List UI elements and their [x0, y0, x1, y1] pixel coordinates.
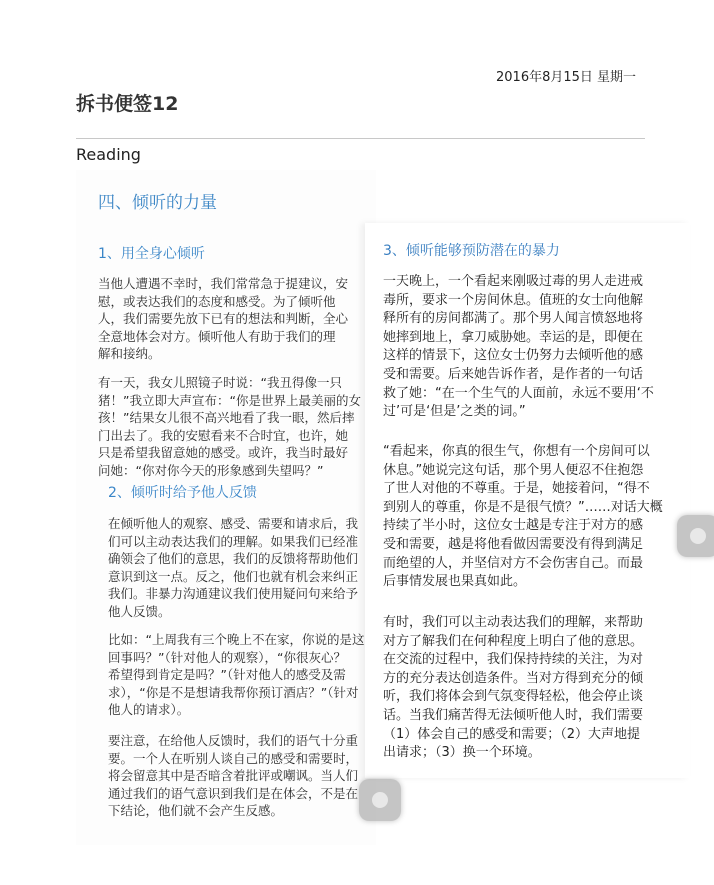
note-tag[interactable]: Reading	[76, 145, 141, 164]
note-date: 2016年8月15日 星期一	[496, 70, 637, 85]
left-paragraph-5: 要注意，在给他人反馈时，我们的语气十分重 要。一个人在听别人谈自己的感受和需要时， 将会留意其中是否暗含着批评或嘲讽。当人们 通过我们的语气意识到我们是在体会，不是在 下结论，他们就不会产生反感。	[108, 733, 359, 819]
title-divider	[76, 138, 645, 139]
heading-prevent-violence: 3、倾听能够预防潜在的暴力	[383, 243, 560, 259]
right-paragraph-2: “看起来，你真的很生气，你想有一个房间可以 休息。”她说完这句话，那个男人便忍不住抱怨 了世人对他的不尊重。于是，她接着问，“得不 到别人的尊重，你是不是很气愤？”……对话大概 持续了半小时，这位女士越是专注于对方的感 受和需要，越是将他看做因需要没有得到满足 而绝望的人，并坚信对方不会伤害自己。而最 后事情发展也果真如此。	[383, 444, 663, 590]
right-paragraph-1: 一天晚上，一个看起来刚吸过毒的男人走进戒 毒所，要求一个房间休息。值班的女士向他解 释所有的房间都满了。那个男人闻言愤怒地将 她摔到地上，拿刀威胁她。幸运的是，即便在 这样的情景下，这位女士仍努力去倾听他的感 受和需要。后来她告诉作者，是作者的一句话 救了她：“在一个生气的人面前，永远不要用‘不 过’可是‘但是’之类的词。”	[383, 274, 654, 420]
left-paragraph-1: 当他人遭遇不幸时，我们常常急于提建议，安 慰，或表达我们的态度和感受。为了倾听他 人，我们需要先放下已有的想法和判断，全心 全意地体会对方。倾听他人有助于我们的理 解和接纳。	[98, 276, 349, 362]
section-title: 四、倾听的力量	[98, 193, 217, 213]
heading-give-feedback: 2、倾听时给予他人反馈	[108, 485, 257, 501]
left-paragraph-3: 在倾听他人的观察、感受、需要和请求后，我 们可以主动表达我们的理解。如果我们已经准 确领会了他们的意思，我们的反馈将帮助他们 意识到这一点。反之，他们也就有机会来纠正 我们。非暴力沟通建议我们使用疑问句来给予 他人反馈。	[108, 516, 359, 619]
right-paragraph-3: 有时，我们可以主动表达我们的理解，来帮助 对方了解我们在何种程度上明白了他的意思。 在交流的过程中，我们保持持续的关注，为对 方的充分表达创造条件。当对方得到充分的倾 听，我们将体会到气氛变得轻松，他会停止谈 话。当我们痛苦得无法倾听他人时，我们需要 （1）体会自己的感受和需要；（2）大声地提 出请求；（3）换一个环境。	[383, 615, 644, 761]
note-title[interactable]: 拆书便签12	[76, 93, 179, 115]
image-resize-handle-right[interactable]	[677, 515, 714, 557]
image-resize-handle-bottom[interactable]	[359, 779, 401, 821]
left-paragraph-2: 有一天，我女儿照镜子时说：“我丑得像一只 猪！”我立即大声宣布：“你是世界上最美丽的女 孩！”结果女儿很不高兴地看了我一眼，然后摔 门出去了。我的安慰看来不合时宜，也许，她 只是希望我留意她的感受。或许，我当时最好 问她：“你对你今天的形象感到失望吗？”	[98, 375, 361, 478]
heading-listen-wholeheartedly: 1、用全身心倾听	[98, 246, 205, 262]
left-paragraph-4: 比如：“上周我有三个晚上不在家，你说的是这 回事吗？”（针对他人的观察），“你很灰心？ 希望得到肯定是吗？”（针对他人的感受及需 求），“你是不是想请我帮你预订酒店？”（针对 他人的请求）。	[108, 632, 365, 718]
